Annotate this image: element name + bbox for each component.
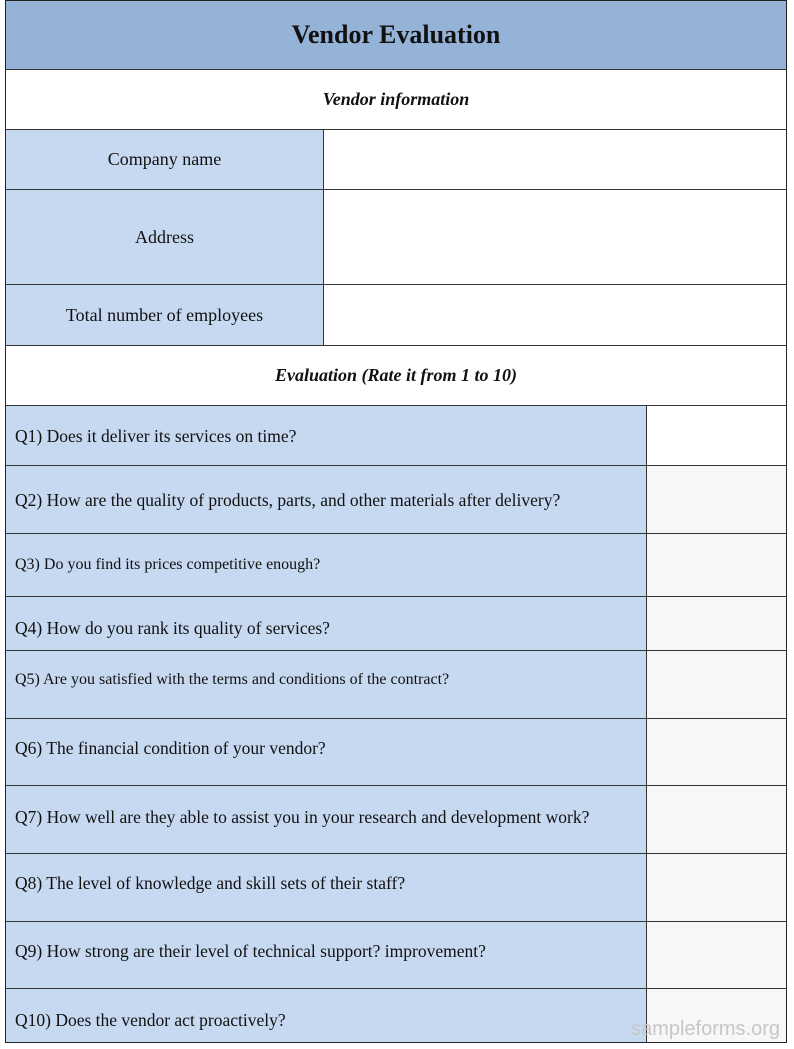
vendor-evaluation-form — [5, 0, 787, 1043]
question-1-text: Q1) Does it deliver its services on time? — [6, 406, 647, 465]
question-row — [6, 534, 786, 597]
question-8-text: Q8) The level of knowledge and skill sets of their staff? — [6, 854, 647, 921]
question-row — [6, 786, 786, 854]
question-5-rating-field[interactable] — [647, 651, 786, 718]
question-7-rating-field[interactable] — [647, 786, 786, 853]
company-name-label: Company name — [6, 130, 324, 189]
company-name-row — [6, 130, 786, 190]
question-row — [6, 466, 786, 534]
form-title: Vendor Evaluation — [6, 1, 786, 70]
employees-label: Total number of employees — [6, 285, 324, 345]
question-4-rating-field[interactable] — [647, 597, 786, 650]
question-row — [6, 719, 786, 786]
question-6-text: Q6) The financial condition of your vendor? — [6, 719, 647, 785]
question-9-rating-field[interactable] — [647, 922, 786, 988]
address-label: Address — [6, 190, 324, 284]
address-field[interactable] — [324, 190, 786, 284]
question-5-text: Q5) Are you satisfied with the terms and conditions of the contract? — [6, 651, 647, 718]
question-3-rating-field[interactable] — [647, 534, 786, 596]
question-8-rating-field[interactable] — [647, 854, 786, 921]
company-name-field[interactable] — [324, 130, 786, 189]
question-row — [6, 406, 786, 466]
address-row — [6, 190, 786, 285]
evaluation-heading: Evaluation (Rate it from 1 to 10) — [6, 346, 786, 406]
question-9-text: Q9) How strong are their level of technical support? improvement? — [6, 922, 647, 988]
employees-field[interactable] — [324, 285, 786, 345]
question-6-rating-field[interactable] — [647, 719, 786, 785]
question-4-text: Q4) How do you rank its quality of services? — [6, 597, 647, 650]
question-3-text: Q3) Do you find its prices competitive enough? — [6, 534, 647, 596]
vendor-information-heading: Vendor information — [6, 70, 786, 130]
employees-row — [6, 285, 786, 346]
question-row — [6, 922, 786, 989]
question-7-text: Q7) How well are they able to assist you in your research and development work? — [6, 786, 647, 853]
question-row — [6, 854, 786, 922]
question-2-text: Q2) How are the quality of products, parts, and other materials after delivery? — [6, 466, 647, 533]
question-2-rating-field[interactable] — [647, 466, 786, 533]
question-row — [6, 597, 786, 651]
watermark: sampleforms.org — [631, 1018, 780, 1040]
question-row — [6, 651, 786, 719]
question-10-text: Q10) Does the vendor act proactively? — [6, 989, 647, 1042]
question-1-rating-field[interactable] — [647, 406, 786, 465]
